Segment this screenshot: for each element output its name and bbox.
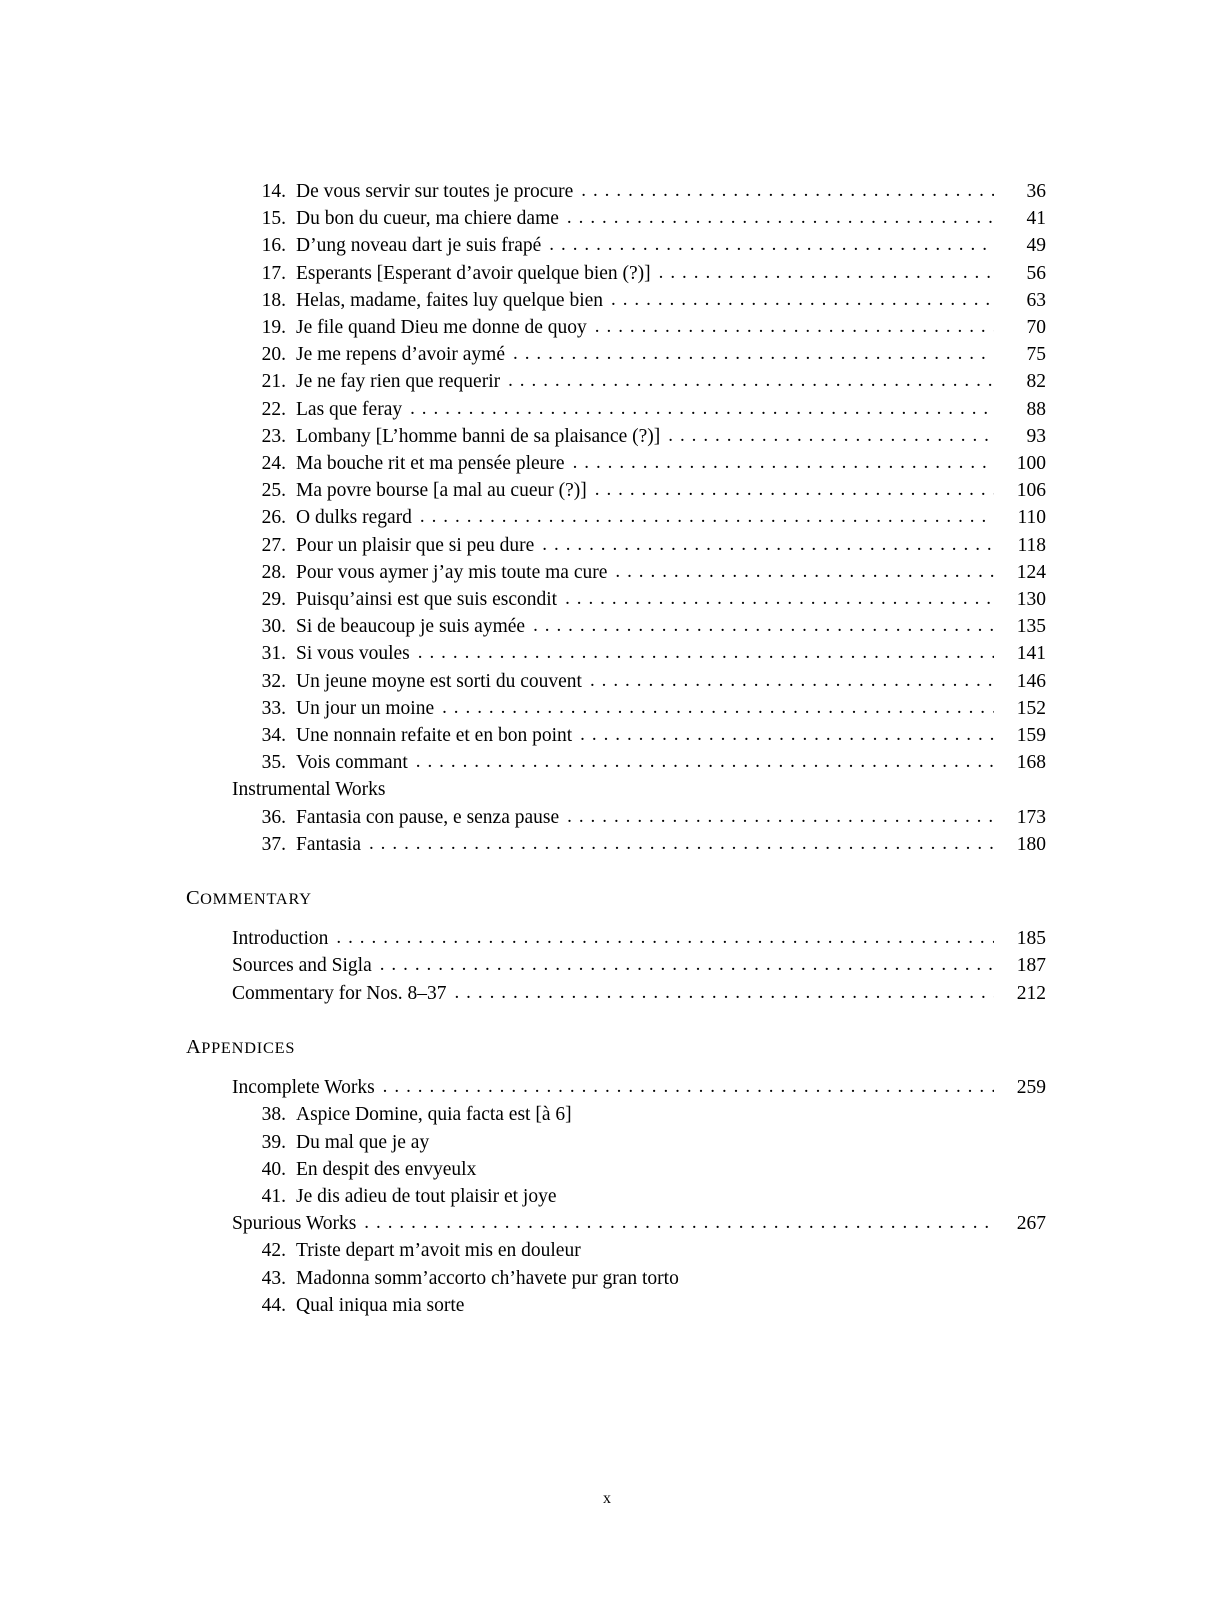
entry-number: 24 . <box>244 450 286 477</box>
toc-entry <box>244 504 1046 531</box>
entry-page: 152 <box>1016 697 1046 719</box>
entry-page: 185 <box>1016 928 1046 950</box>
entry-page: 41 <box>1026 208 1046 230</box>
entry-number: 21 . <box>244 368 286 395</box>
entry-number: 18 . <box>244 287 286 314</box>
toc-entry <box>244 287 1046 314</box>
entry-number: 20 . <box>244 341 286 368</box>
toc-entry <box>244 260 1046 287</box>
entry-page: 159 <box>1016 725 1046 747</box>
entry-title: Madonna somm’accorto ch’havete pur gran torto <box>296 1267 679 1289</box>
toc-entry <box>244 831 1046 858</box>
toc-subheading-instrumental-works <box>232 776 1046 803</box>
toc-entry <box>244 1237 1046 1264</box>
entry-number: 33 . <box>244 695 286 722</box>
toc-entry <box>244 178 1046 205</box>
toc-subheading-spurious-works <box>232 1210 1046 1237</box>
entry-page: 124 <box>1016 561 1046 583</box>
entry-title: Lombany [L’homme banni de sa plaisance (?)] <box>296 425 661 447</box>
toc-entry <box>244 205 1046 232</box>
toc-entry <box>244 749 1046 776</box>
entry-page: 187 <box>1016 955 1046 977</box>
entry-page: 212 <box>1016 982 1046 1004</box>
section-spacer <box>186 858 1046 885</box>
entry-title: Esperants [Esperant d’avoir quelque bien (?)] <box>296 262 651 284</box>
entry-title: Un jour un moine <box>296 697 435 719</box>
entry-title: En despit des envyeulx <box>296 1158 477 1180</box>
subheading-label: Incomplete Works <box>232 1077 375 1099</box>
entry-page: 146 <box>1016 670 1046 692</box>
entry-page: 75 <box>1026 344 1046 366</box>
entry-page: 56 <box>1026 262 1046 284</box>
leader-dots <box>369 830 994 857</box>
entry-number: 38 . <box>244 1101 286 1128</box>
page-folio-number: x <box>603 1490 611 1507</box>
leader-dots <box>533 612 994 639</box>
entry-page: 135 <box>1016 616 1046 638</box>
toc-section-heading-commentary <box>186 885 1046 912</box>
toc-entry <box>244 423 1046 450</box>
entry-title: Je me repens d’avoir aymé <box>296 344 505 366</box>
entry-number: 15 . <box>244 205 286 232</box>
toc-entry <box>244 532 1046 559</box>
toc-group-songs <box>186 178 1046 776</box>
entry-page: 100 <box>1016 453 1046 475</box>
entry-title: Qual iniqua mia sorte <box>296 1294 465 1316</box>
leader-dots <box>573 449 994 476</box>
entry-page: 173 <box>1016 806 1046 828</box>
entry-title: Ma bouche rit et ma pensée pleure <box>296 453 565 475</box>
toc-entry <box>244 1156 1046 1183</box>
entry-page: 267 <box>1016 1213 1046 1235</box>
entry-title: Introduction <box>232 928 329 950</box>
entry-page: 70 <box>1026 317 1046 339</box>
entry-title: Pour vous aymer j’ay mis toute ma cure <box>296 561 608 583</box>
entry-number: 36 . <box>244 804 286 831</box>
section-spacer <box>186 1007 1046 1034</box>
entry-page: 168 <box>1016 752 1046 774</box>
entry-page: 180 <box>1016 833 1046 855</box>
toc-entry <box>244 232 1046 259</box>
entry-title: Si de beaucoup je suis aymée <box>296 616 526 638</box>
toc-entry <box>244 396 1046 423</box>
entry-number: 25 . <box>244 477 286 504</box>
entry-title: O dulks regard <box>296 507 412 529</box>
toc-entry <box>232 925 1046 952</box>
entry-title: Je dis adieu de tout plaisir et joye <box>296 1185 557 1207</box>
toc-entry <box>244 804 1046 831</box>
entry-page: 82 <box>1026 371 1046 393</box>
leader-dots <box>565 585 994 612</box>
toc-entry <box>232 980 1046 1007</box>
entry-title: Puisqu’ainsi est que suis escondit <box>296 589 558 611</box>
entry-title: Aspice Domine, quia facta est [à 6] <box>296 1104 572 1126</box>
entry-page: 106 <box>1016 480 1046 502</box>
toc-entry <box>244 1183 1046 1210</box>
entry-number: 28 . <box>244 559 286 586</box>
leader-dots <box>418 639 994 666</box>
toc-entry <box>244 1292 1046 1319</box>
entry-number: 29 . <box>244 586 286 613</box>
entry-title: Ma povre bourse [a mal au cueur (?)] <box>296 480 587 502</box>
toc-entry <box>244 1265 1046 1292</box>
leader-dots <box>668 422 994 449</box>
toc-section-heading-appendices <box>186 1034 1046 1061</box>
heading-initial: C <box>186 887 201 910</box>
entry-number: 31 . <box>244 640 286 667</box>
toc-entry <box>244 559 1046 586</box>
leader-dots <box>513 340 994 367</box>
leader-dots <box>383 1073 994 1100</box>
toc-entry <box>244 586 1046 613</box>
leader-dots <box>611 286 994 313</box>
entry-page: 49 <box>1026 235 1046 257</box>
entry-title: Las que feray <box>296 398 403 420</box>
entry-number: 41 . <box>244 1183 286 1210</box>
entry-title: D’ung noveau dart je suis frapé <box>296 235 542 257</box>
leader-dots <box>595 313 994 340</box>
toc-entry <box>244 450 1046 477</box>
toc-entry <box>244 314 1046 341</box>
entry-number: 16 . <box>244 232 286 259</box>
entry-number: 39 . <box>244 1129 286 1156</box>
leader-dots <box>420 503 994 530</box>
leader-dots <box>549 231 994 258</box>
heading-initial: A <box>186 1035 202 1058</box>
leader-dots <box>364 1209 994 1236</box>
entry-page: 259 <box>1016 1077 1046 1099</box>
entry-title: Commentary for Nos. 8–37 <box>232 982 447 1004</box>
leader-dots <box>410 395 994 422</box>
entry-number: 23 . <box>244 423 286 450</box>
entry-page: 118 <box>1017 534 1046 556</box>
entry-number: 26 . <box>244 504 286 531</box>
entry-title: Helas, madame, faites luy quelque bien <box>296 289 604 311</box>
entry-number: 22 . <box>244 396 286 423</box>
leader-dots <box>508 367 994 394</box>
subheading-label: Spurious Works <box>232 1213 357 1235</box>
entry-page: 88 <box>1026 398 1046 420</box>
toc-entry <box>244 640 1046 667</box>
leader-dots <box>590 667 994 694</box>
entry-title: Vois commant <box>296 752 408 774</box>
toc-entry <box>244 722 1046 749</box>
leader-dots <box>581 177 994 204</box>
leader-dots <box>615 558 994 585</box>
entry-title: Triste depart m’avoit mis en douleur <box>296 1240 581 1262</box>
heading-rest: OMMENTARY <box>200 889 312 909</box>
entry-page: 130 <box>1016 589 1046 611</box>
entry-title: Fantasia <box>296 833 361 855</box>
leader-dots <box>567 803 994 830</box>
toc-entry <box>244 695 1046 722</box>
leader-dots <box>580 721 994 748</box>
leader-dots <box>542 531 994 558</box>
entry-number: 17 . <box>244 260 286 287</box>
leader-dots <box>454 979 994 1006</box>
entry-title: Un jeune moyne est sorti du couvent <box>296 670 582 692</box>
entry-number: 32 . <box>244 668 286 695</box>
entry-number: 40 . <box>244 1156 286 1183</box>
leader-dots <box>416 748 994 775</box>
toc-entry <box>244 477 1046 504</box>
entry-title: Du mal que je ay <box>296 1131 430 1153</box>
entry-number: 42 . <box>244 1237 286 1264</box>
entry-title: De vous servir sur toutes je procure <box>296 181 574 202</box>
toc-content <box>186 178 1046 1319</box>
leader-dots <box>595 476 994 503</box>
entry-page: 36 <box>1026 181 1046 202</box>
entry-number: 35 . <box>244 749 286 776</box>
leader-dots <box>336 924 994 951</box>
entry-title: Pour un plaisir que si peu dure <box>296 534 535 556</box>
entry-number: 34 . <box>244 722 286 749</box>
toc-entry <box>244 668 1046 695</box>
entry-number: 37 . <box>244 831 286 858</box>
entry-title: Une nonnain refaite et en bon point <box>296 725 573 747</box>
entry-number: 30 . <box>244 613 286 640</box>
leader-dots <box>442 694 994 721</box>
toc-entry <box>244 613 1046 640</box>
toc-entry <box>244 341 1046 368</box>
subheading-label: Instrumental Works <box>232 779 386 801</box>
entry-title: Fantasia con pause, e senza pause <box>296 806 560 828</box>
entry-number: 19 . <box>244 314 286 341</box>
entry-page: 93 <box>1026 425 1046 447</box>
entry-number: 43 . <box>244 1265 286 1292</box>
leader-dots <box>380 951 994 978</box>
entry-page: 63 <box>1026 289 1046 311</box>
toc-entry <box>244 1129 1046 1156</box>
entry-title: Je file quand Dieu me donne de quoy <box>296 317 587 339</box>
entry-number: 27 . <box>244 532 286 559</box>
toc-entry <box>244 1101 1046 1128</box>
entry-title: Sources and Sigla <box>232 955 372 977</box>
entry-number: 14 . <box>244 178 286 205</box>
entry-number: 44 . <box>244 1292 286 1319</box>
entry-title: Je ne fay rien que requerir <box>296 371 501 393</box>
toc-entry <box>244 368 1046 395</box>
entry-page: 141 <box>1016 643 1046 665</box>
leader-dots <box>659 259 994 286</box>
toc-subheading-incomplete-works <box>232 1074 1046 1101</box>
leader-dots <box>567 204 994 231</box>
entry-title: Si vous voules <box>296 643 410 665</box>
toc-entry <box>232 952 1046 979</box>
entry-title: Du bon du cueur, ma chiere dame <box>296 208 559 230</box>
heading-rest: PPENDICES <box>201 1037 296 1057</box>
entry-page: 110 <box>1017 507 1046 529</box>
